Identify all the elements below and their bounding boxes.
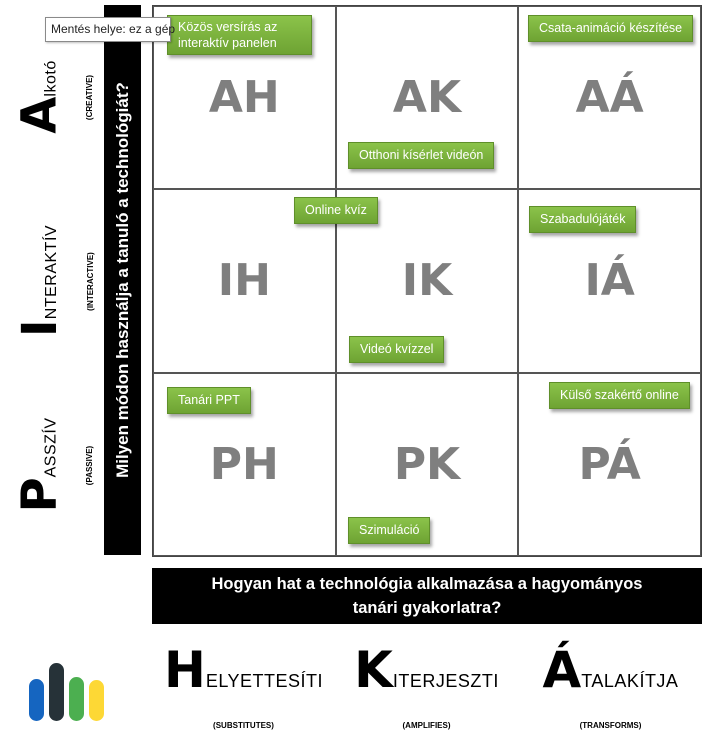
row-label-passziv	[0, 373, 80, 557]
cell-code: PH	[209, 438, 279, 490]
cell-code: AÁ	[575, 72, 644, 124]
tooltip: Mentés helye: ez a gép	[45, 17, 171, 42]
row-rest: lkotó	[42, 60, 60, 97]
tag-line: Otthoni kísérlet videón	[359, 148, 484, 162]
x-axis-question-line: tanári gyakorlatra?	[352, 599, 502, 617]
tag-szimulacio[interactable]	[348, 517, 430, 544]
row-initial: I	[12, 319, 68, 338]
col-label-atalakitja	[519, 640, 702, 700]
tag-line: Csata-animáció készítése	[539, 21, 683, 35]
tag-kozos-versiras[interactable]	[167, 15, 312, 55]
x-axis-question-bar	[152, 568, 702, 624]
col-rest: ITERJESZTI	[392, 671, 499, 691]
row-initial: A	[11, 96, 68, 134]
cell-code: AK	[392, 72, 462, 124]
y-axis-question: Milyen módon használja a tanuló a technológiát?	[112, 82, 132, 478]
col-sub-substitutes: (SUBSTITUTES)	[213, 721, 274, 730]
logo-bar	[49, 663, 64, 721]
tag-line: Külső szakértő online	[560, 388, 679, 402]
cell-code: PK	[393, 438, 461, 490]
logo-bar	[29, 679, 44, 721]
tag-szabadulojatek[interactable]	[529, 206, 636, 233]
row-rest: ASSZÍV	[43, 417, 60, 478]
cell-code: AH	[208, 72, 280, 124]
tag-line: Online kvíz	[305, 203, 367, 217]
tag-csata-animacio[interactable]	[528, 15, 693, 42]
row-sub-text: (INTERACTIVE)	[85, 251, 95, 311]
col-label-helyettesiti	[152, 640, 335, 700]
row-initial: P	[12, 477, 68, 513]
logo-icon	[28, 661, 104, 721]
cell-code: PÁ	[578, 438, 641, 490]
col-rest: TALAKÍTJA	[581, 671, 679, 691]
logo-bar	[69, 677, 84, 721]
tag-line: Tanári PPT	[178, 393, 240, 407]
matrix-grid	[152, 5, 702, 557]
tag-otthoni-kiserlet[interactable]	[348, 142, 494, 169]
tag-line: Videó kvízzel	[360, 342, 434, 356]
row-sub-interactive	[77, 189, 103, 373]
col-initial: K	[354, 641, 393, 699]
cell-code: IÁ	[584, 255, 635, 307]
row-rest: NTERAKTÍV	[43, 224, 60, 320]
tag-line: Szimuláció	[359, 523, 420, 537]
tag-line: Közös versírás az	[178, 20, 278, 34]
col-rest: ELYETTESÍTI	[205, 671, 324, 691]
col-sub-transforms: (TRANSFORMS)	[579, 721, 642, 730]
tag-line: Szabadulójáték	[540, 212, 626, 226]
tag-video-kvizzel[interactable]	[349, 336, 444, 363]
tag-kulso-szakerto[interactable]	[549, 382, 690, 409]
row-sub-text: (PASSIVE)	[85, 445, 95, 485]
col-initial: Á	[542, 641, 582, 699]
tag-online-kviz[interactable]	[294, 197, 378, 224]
tag-line: interaktív panelen	[178, 36, 277, 50]
row-sub-text: (CREATIVE)	[85, 74, 95, 120]
row-sub-passive	[77, 373, 103, 557]
col-initial: H	[163, 641, 206, 699]
x-axis-question-line: Hogyan hat a technológia alkalmazása a hagyományos	[211, 575, 643, 593]
tag-tanari-ppt[interactable]	[167, 387, 251, 414]
logo-bar	[89, 680, 104, 721]
cell-code: IK	[401, 255, 453, 307]
col-label-kiterjeszti	[335, 640, 518, 700]
cell-code: IH	[217, 255, 271, 307]
col-sub-amplifies: (AMPLIFIES)	[402, 721, 451, 730]
row-label-interaktiv	[0, 189, 80, 373]
y-axis-question-bar	[104, 5, 141, 555]
